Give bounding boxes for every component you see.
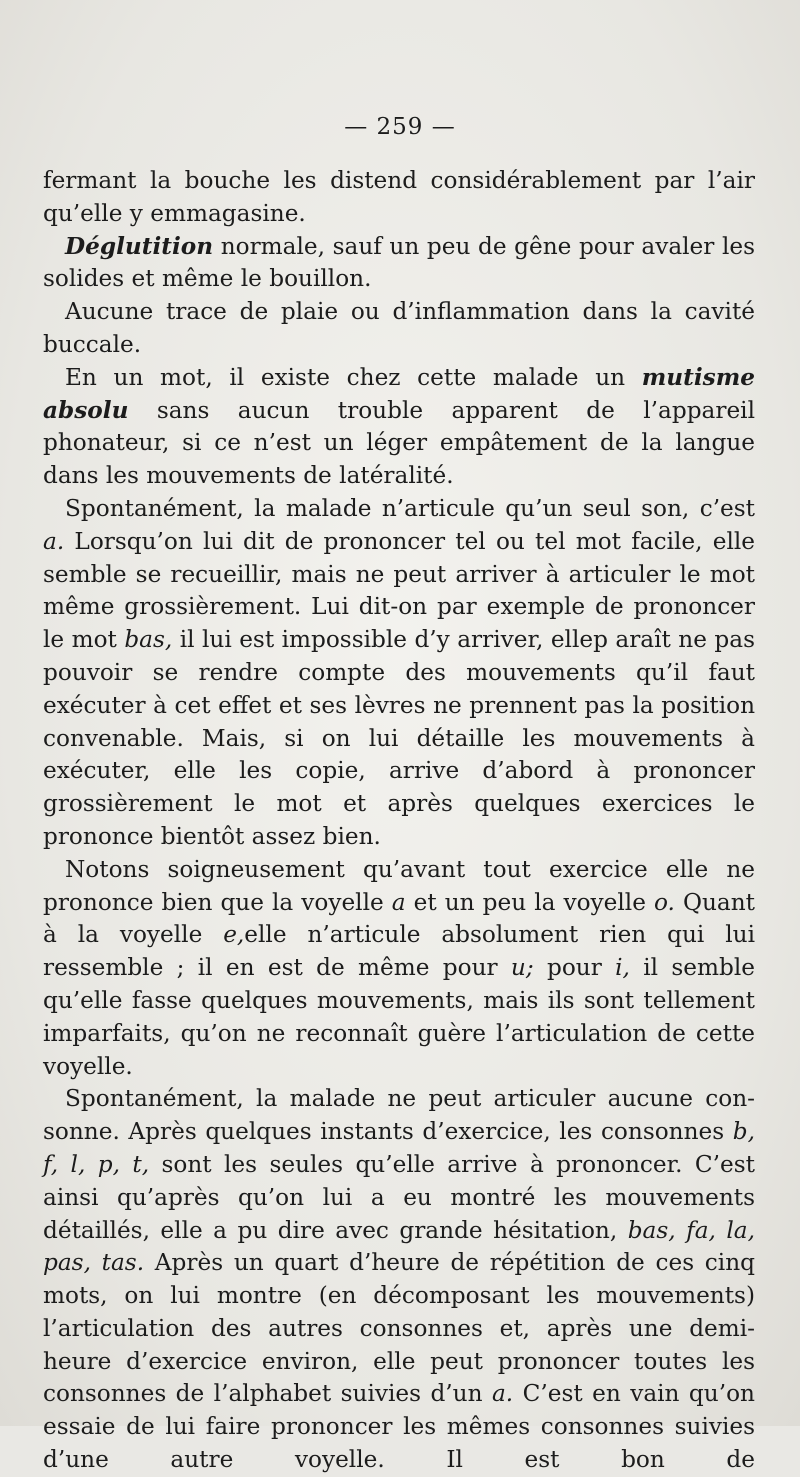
- paragraph-vowels: [43, 854, 755, 1084]
- text-run: Quant à la voyelle: [43, 888, 755, 949]
- text-run: Spontanément, la malade ne peut articuler aucune consonne. Après quelques instants d’exercice, les consonnes: [43, 1085, 755, 1146]
- italic-term: b, f, l, p, t,: [43, 1118, 755, 1178]
- text-run: fermant la bouche les distend considérablement par l’air qu’elle y emmagasine.: [43, 167, 755, 227]
- text-run: sans aucun trouble apparent de l’appareil phonateur, si ce n’est un léger empâtement de la langue dans les mouvements de latéralité.: [43, 396, 755, 490]
- italic-term: e,: [223, 921, 245, 949]
- paragraph-mutism: [43, 362, 755, 493]
- paragraph-continuation: [43, 165, 755, 231]
- italic-term: a: [391, 888, 406, 916]
- italic-term: i,: [615, 954, 630, 982]
- text-run: Notons soigneusement qu’avant tout exercice elle ne prononce bien que la voyelle: [43, 855, 755, 916]
- italic-term: a.: [43, 527, 65, 555]
- text-run: En un mot, il existe chez cette malade un: [65, 363, 642, 391]
- italic-term: bas, fa, la, pas, tas.: [43, 1216, 755, 1277]
- text-run: il semble qu’elle fasse quelques mouvements, mais ils sont tellement imparfaits, qu’on ne reconnaît guère l’articulation de cette voyelle.: [43, 954, 756, 1080]
- paragraph-buccal: [43, 296, 755, 362]
- text-run: elle n’articule absolument rien qui lui ressemble ; il en est de même pour: [43, 921, 755, 982]
- italic-term: bas,: [124, 626, 173, 654]
- text-run: normale, sauf un peu de gêne pour avaler les solides et même le bouillon.: [43, 232, 755, 293]
- paragraph-articulation: [43, 493, 755, 854]
- italic-term: Déglutition: [65, 232, 214, 260]
- text-run: Après un quart d’heure de répétition de ces cinq mots, on lui montre (en décomposant les mouvements) l’articulation des autres consonnes et, après une demi-heure d’exercice environ, elle peut prononcer toutes les consonnes de l’alphabet suivies d’un: [43, 1249, 755, 1408]
- page-number-header: — 259 —: [344, 114, 456, 140]
- text-run: C’est en vain qu’on essaie de lui faire prononcer les mêmes consonnes suivies d’une autre voyelle. Il est bon de: [43, 1380, 755, 1474]
- text-run: il lui est impossible d’y arriver, ellep araît ne pas pouvoir se rendre compte des mouvements qu’il faut exécuter à cet effet et ses lèvres ne prennent pas la position convenable. Mais, si on lui détaille les mouvements à exécuter, elle les copie, arrive d’abord à prononcer grossièrement le mot et après quelques exercices le prononce bientôt assez bien.: [43, 626, 755, 850]
- text-run: pour: [533, 954, 616, 982]
- italic-term: u;: [510, 954, 534, 982]
- body-text: [43, 165, 755, 1477]
- text-run: Spontanément, la malade n’articule qu’un seul son, c’est: [65, 494, 755, 522]
- text-run: sont les seules qu’elle arrive à prononcer. C’est ainsi qu’après qu’on lui a eu montré les mouvements détaillés, elle a pu dire avec grande hésitation,: [43, 1150, 755, 1244]
- paragraph-deglutition: [43, 231, 755, 297]
- text-run: Aucune trace de plaie ou d’inflammation dans la cavité buccale.: [43, 298, 755, 358]
- paragraph-consonants: [43, 1083, 755, 1477]
- italic-term: mutisme absolu: [43, 363, 755, 424]
- italic-term: a.: [491, 1380, 514, 1408]
- text-run: et un peu la voyelle: [405, 888, 654, 916]
- text-run: Lorsqu’on lui dit de prononcer tel ou tel mot facile, elle semble se recueillir, mais ne peut arriver à articuler le mot même grossièrement. Lui dit-on par exemple de prononcer le mot: [43, 527, 755, 654]
- italic-term: o.: [653, 888, 675, 916]
